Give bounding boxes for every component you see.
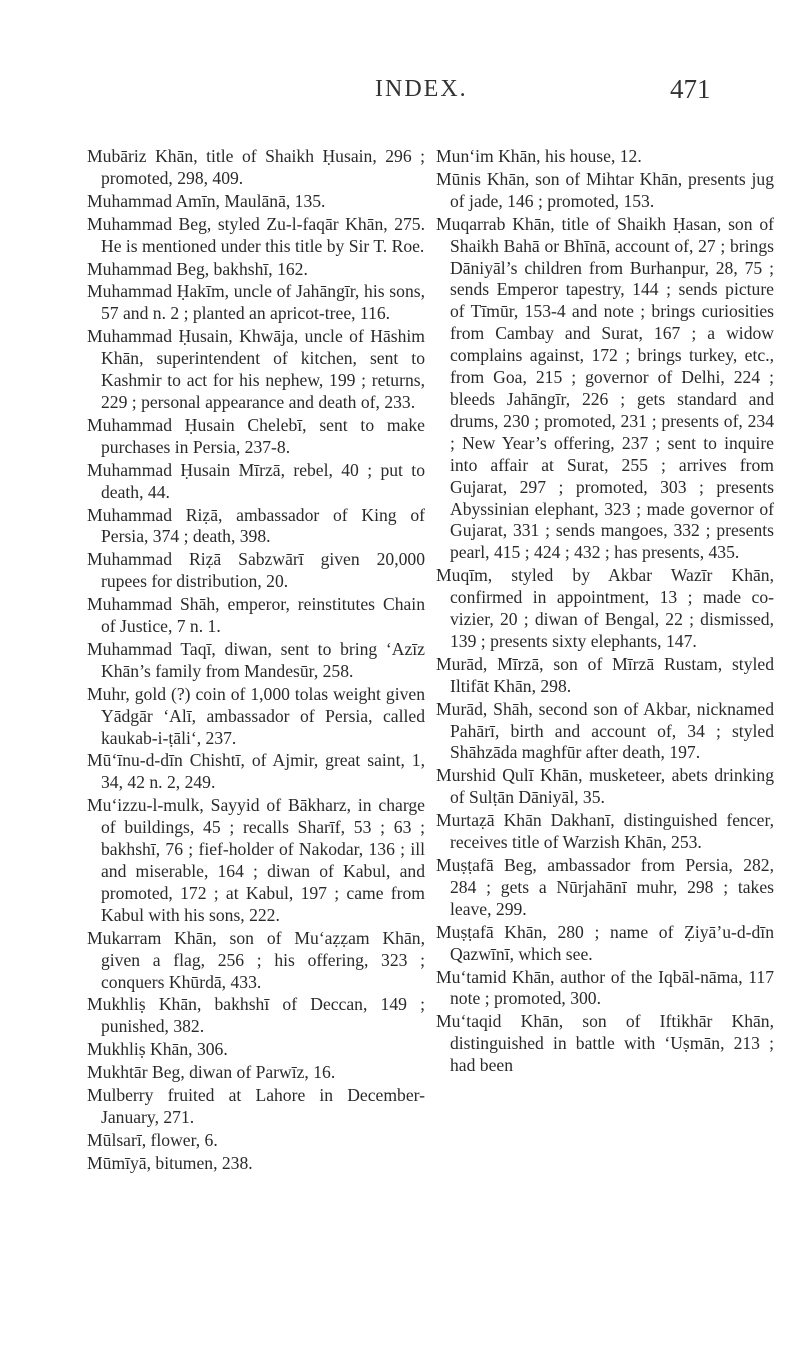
right-column (436, 146, 774, 1078)
index-entry: Mūnis Khān, son of Mihtar Khān, presents jug of jade, 146 ; promoted, 153. (436, 168, 774, 211)
index-entry: Mu‘tamid Khān, author of the Iqbāl-nāma, 117 note ; promoted, 300. (436, 966, 774, 1009)
index-entry: Mukhtār Beg, diwan of Parwīz, 16. (87, 1062, 336, 1083)
index-entry: Muhammad Riẓā, ambassador of King of Persia, 374 ; death, 398. (87, 504, 425, 547)
index-entry: Murshid Qulī Khān, musketeer, abets drinking of Sulṭān Dāniyāl, 35. (436, 765, 774, 808)
running-head: INDEX. (375, 76, 468, 102)
index-entry: Muhammad Ḥusain Chelebī, sent to make purchases in Persia, 237-8. (87, 414, 425, 457)
index-entry: Muhammad Beg, bakhshī, 162. (87, 258, 308, 279)
index-entry: Mulberry fruited at Lahore in December-January, 271. (87, 1085, 425, 1127)
page-number: 471 (670, 74, 711, 104)
index-entry: Muhammad Riẓā Sabzwārī given 20,000 rupees for distribution, 20. (87, 549, 425, 592)
index-entry: Mu‘izzu-l-mulk, Sayyid of Bākharz, in charge of buildings, 45 ; recalls Sharīf, 53 ; 63 ; bakhshī, 76 ; fief-holder of Nakodar, 136 ; ill and miserable, 164 ; diwan of Kabul, and promoted, 172 ; at Kabul, 197 ; came from Kabul with his sons, 222. (87, 795, 425, 925)
index-entry: Mu‘taqid Khān, son of Iftikhār Khān, distinguished in battle with ‘Uṣmān, 213 ; had been (436, 1011, 774, 1076)
index-entry: Muhammad Ḥusain, Khwāja, uncle of Hāshim Khān, superintendent of kitchen, sent to Kashmir to act for his nephew, 199 ; returns, 229 ; personal appearance and death of, 233. (87, 326, 425, 412)
index-entry: Mubāriz Khān, title of Shaikh Ḥusain, 296 ; promoted, 298, 409. (87, 146, 425, 188)
index-entry: Muhr, gold (?) coin of 1,000 tolas weight given Yādgār ‘Alī, ambassador of Persia, called kaukab-i-ṭāli‘, 237. (87, 683, 425, 748)
index-entry: Mūmīyā, bitumen, 238. (87, 1152, 253, 1173)
index-entry: Muqarrab Khān, title of Shaikh Ḥasan, son of Shaikh Bahā or Bhīnā, account of, 27 ; brings Dāniyāl’s children from Burhanpur, 28, 75 ; sends Emperor tapestry, 144 ; sends picture of Tīmūr, 153-4 and note ; brings curiosities from Cambay and Surat, 167 ; a widow complains against, 172 ; brings turkey, etc., from Goa, 215 ; governor of Delhi, 224 ; bleeds Jahāngīr, 226 ; gets standard and drums, 230 ; promoted, 231 ; presents of, 234 ; New Year’s offering, 237 ; sent to inquire into affair at Surat, 255 ; arrives from Gujarat, 297 ; promoted, 303 ; presents Abyssinian elephant, 323 ; made governor of Gujarat, 331 ; sends mangoes, 332 ; presents pearl, 415 ; 424 ; 432 ; has presents, 435. (436, 213, 774, 563)
index-entry: Muhammad Amīn, Maulānā, 135. (87, 190, 326, 211)
index-entry: Mukhliṣ Khān, 306. (87, 1039, 228, 1060)
index-entry: Muhammad Beg, styled Zu-l-faqār Khān, 275. He is mentioned under this title by Sir T. Roe. (87, 213, 425, 256)
index-entry: Mun‘im Khān, his house, 12. (436, 146, 642, 166)
index-entry: Murād, Shāh, second son of Akbar, nicknamed Pahārī, birth and account of, 34 ; styled Shāhzāda maghfūr after death, 197. (436, 698, 774, 763)
index-entry: Muhammad Shāh, emperor, reinstitutes Chain of Justice, 7 n. 1. (87, 594, 425, 637)
index-entry: Mūlsarī, flower, 6. (87, 1129, 218, 1150)
index-entry: Muṣṭafā Khān, 280 ; name of Ẓiyā’u-d-dīn Qazwīnī, which see. (436, 921, 774, 964)
index-entry: Murtaẓā Khān Dakhanī, distinguished fencer, receives title of Warzish Khān, 253. (436, 810, 774, 853)
index-entry: Mū‘īnu-d-dīn Chishtī, of Ajmir, great saint, 1, 34, 42 n. 2, 249. (87, 750, 425, 793)
index-entry: Murād, Mīrzā, son of Mīrzā Rustam, styled Iltifāt Khān, 298. (436, 653, 774, 696)
index-entry: Muqīm, styled by Akbar Wazīr Khān, confirmed in appointment, 13 ; made co-vizier, 20 ; diwan of Bengal, 22 ; dismissed, 139 ; presents sixty elephants, 147. (436, 565, 774, 651)
index-entry: Muhammad Ḥusain Mīrzā, rebel, 40 ; put to death, 44. (87, 459, 425, 502)
left-column (87, 146, 425, 1176)
index-entry: Muṣṭafā Beg, ambassador from Persia, 282, 284 ; gets a Nūrjahānī muhr, 298 ; takes leave, 299. (436, 855, 774, 919)
index-entry: Muhammad Taqī, diwan, sent to bring ‘Azīz Khān’s family from Mandesūr, 258. (87, 638, 425, 681)
index-entry: Muhammad Ḥakīm, uncle of Jahāngīr, his sons, 57 and n. 2 ; planted an apricot-tree, 116. (87, 281, 425, 324)
index-entry: Mukhliṣ Khān, bakhshī of Deccan, 149 ; punished, 382. (87, 994, 425, 1037)
index-entry: Mukarram Khān, son of Mu‘aẓẓam Khān, given a flag, 256 ; his offering, 323 ; conquers Khūrdā, 433. (87, 927, 425, 992)
